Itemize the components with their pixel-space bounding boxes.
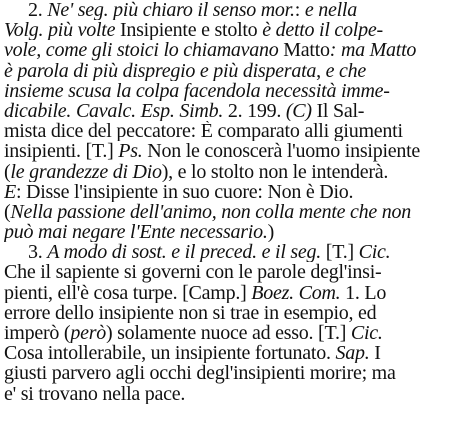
text-line: [4, 363, 471, 383]
text-line: [4, 81, 471, 101]
text-segment: 2. 199.: [223, 100, 286, 122]
italic-text-segment: vole, come gli stoici lo chiamavano: [4, 40, 279, 61]
text-segment: insipienti. [T.]: [4, 141, 119, 162]
text-line: [4, 182, 471, 202]
text-segment: (: [4, 161, 11, 182]
text-segment: Insipiente e stolto: [115, 20, 263, 41]
entry-text-block: [4, 0, 471, 404]
text-line: [4, 242, 471, 262]
italic-text-segment: dicabile.: [4, 100, 72, 122]
text-line: [4, 0, 471, 20]
text-line: [4, 162, 471, 182]
text-segment: 2.: [28, 0, 48, 21]
text-line: [4, 222, 471, 242]
text-segment: giusti parvero agli occhi degl'insipienti morire; ma: [4, 363, 396, 384]
text-segment: ), e lo stolto non le intenderà.: [161, 161, 389, 182]
text-line: [4, 61, 471, 81]
italic-text-segment: Nella passione dell'animo, non colla mente che non: [10, 201, 412, 223]
italic-text-segment: Cavalc. Esp. Simb.: [75, 100, 224, 122]
text-segment: : Disse l'insipiente in suo cuore: Non è Dio.: [15, 181, 354, 202]
italic-text-segment: (C): [285, 100, 312, 122]
text-segment: Che il sapiente si governi con le parole degl'insi-: [4, 262, 382, 283]
text-segment: Cosa intollerabile, un insipiente fortunato.: [4, 343, 336, 364]
italic-text-segment: A modo di sost. e il preced. e il seg.: [47, 242, 322, 263]
italic-text-segment: è parola di più dispregio e più disperata: [4, 60, 317, 81]
text-segment: errore dello insipiente non si trae in esempio, ed: [4, 302, 377, 323]
text-line: [4, 40, 471, 60]
text-segment: ,: [316, 60, 326, 81]
italic-text-segment: può mai negare l'Ente necessario.: [4, 222, 268, 243]
italic-text-segment: però: [70, 323, 106, 344]
text-segment: ): [267, 222, 274, 243]
text-segment: e' si trovano nella pace.: [4, 383, 186, 404]
text-segment: :: [294, 0, 305, 21]
text-line: [4, 262, 471, 282]
text-segment: 1. Lo: [340, 282, 387, 303]
text-line: [4, 323, 471, 343]
text-line: [4, 303, 471, 323]
text-segment: ) solamente nuoce ad esso. [T.]: [105, 323, 351, 344]
italic-text-segment: insieme scusa la colpa facendola necessità imme-: [4, 80, 390, 101]
text-line: [4, 202, 471, 222]
text-segment: imperò (: [4, 323, 71, 344]
text-line: [4, 121, 471, 141]
italic-text-segment: Boez. Com.: [251, 282, 341, 303]
text-segment: Il Sal-: [311, 100, 365, 122]
text-segment: (: [4, 201, 11, 223]
italic-text-segment: E: [4, 181, 16, 202]
text-segment: [T.]: [321, 242, 359, 263]
text-segment: pienti, ell'è cosa turpe. [Camp.]: [4, 282, 252, 303]
italic-text-segment: Sap.: [335, 343, 370, 364]
text-line: [4, 141, 471, 161]
italic-text-segment: Cic.: [358, 242, 391, 263]
text-segment: I: [369, 343, 381, 364]
italic-text-segment: Ps.: [118, 141, 143, 162]
text-line: [4, 384, 471, 404]
italic-text-segment: Volg. più volte: [4, 20, 116, 41]
text-segment: mista dice del peccatore: È comparato alli giumenti: [4, 121, 403, 142]
text-line: [4, 283, 471, 303]
italic-text-segment: : ma Matto: [329, 40, 417, 61]
italic-text-segment: Cic.: [350, 323, 383, 344]
text-line: [4, 343, 471, 363]
italic-text-segment: è detto il colpe-: [262, 20, 383, 41]
text-line: [4, 20, 471, 40]
text-segment: Matto: [278, 40, 330, 61]
italic-text-segment: e nella: [304, 0, 357, 21]
text-segment: 3.: [28, 242, 48, 263]
italic-text-segment: Ne' seg. più chiaro il senso mor.: [47, 0, 295, 21]
italic-text-segment: le grandezze di Dio: [10, 161, 162, 182]
text-line: [4, 101, 471, 121]
text-segment: Non le conoscerà l'uomo insipiente: [142, 141, 421, 162]
italic-text-segment: e che: [325, 60, 367, 81]
